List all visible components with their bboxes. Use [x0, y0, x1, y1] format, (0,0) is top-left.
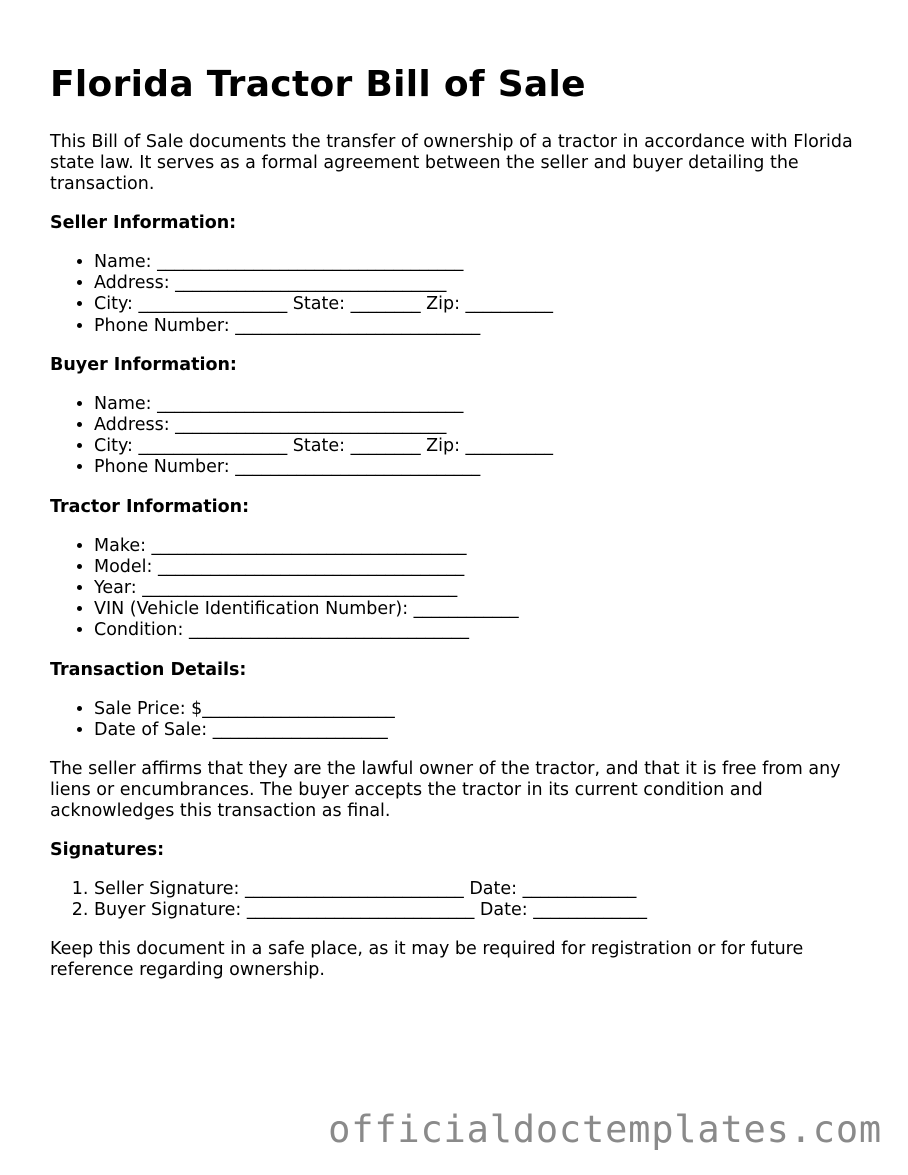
tractor-heading: Tractor Information:: [50, 496, 250, 517]
tractor-vin-line: • VIN (Vehicle Identification Number): ____________: [94, 599, 880, 620]
document-page: [50, 62, 880, 999]
tractor-year-line: • Year: ____________________________________: [94, 578, 880, 599]
tractor-list: [50, 536, 880, 642]
buyer-signature-line: 2. Buyer Signature: __________________________ Date: _____________: [94, 900, 880, 921]
date-of-sale-line: • Date of Sale: ____________________: [94, 720, 880, 741]
seller-signature-line: 1. Seller Signature: _________________________ Date: _____________: [94, 879, 880, 900]
buyer-heading: Buyer Information:: [50, 354, 237, 375]
intro-paragraph: This Bill of Sale documents the transfer of ownership of a tractor in accordance with Florida state law. It serves as a formal agreement between the seller and buyer detailing the transaction.: [50, 132, 853, 194]
signatures-heading: Signatures:: [50, 840, 165, 861]
watermark-text: officialdoctemplates.com: [328, 1108, 882, 1151]
buyer-phone-line: • Phone Number: ____________________________: [94, 457, 880, 478]
buyer-address-line: • Address: _______________________________: [94, 415, 880, 436]
affirmation-paragraph: The seller affirms that they are the lawful owner of the tractor, and that it is free from any liens or encumbrances. The buyer accepts the tractor in its current condition and acknowledges this transaction as final.: [50, 759, 841, 822]
tractor-make-line: • Make: ____________________________________: [94, 536, 880, 557]
tractor-model-line: • Model: ___________________________________: [94, 557, 880, 578]
sale-price-line: • Sale Price: $______________________: [94, 699, 880, 720]
closing-paragraph: Keep this document in a safe place, as it may be required for registration or for future reference regarding ownership.: [50, 939, 804, 981]
transaction-list: [50, 699, 880, 741]
seller-heading: Seller Information:: [50, 213, 237, 233]
seller-list: [50, 252, 880, 337]
buyer-name-line: • Name: ___________________________________: [94, 394, 880, 415]
seller-city-state-zip-line: • City: _________________ State: ________ Zip: __________: [94, 294, 880, 315]
seller-name-line: • Name: ___________________________________: [94, 252, 880, 273]
tractor-condition-line: • Condition: ________________________________: [94, 620, 880, 641]
signatures-list: [50, 879, 880, 921]
seller-address-line: • Address: _______________________________: [94, 273, 880, 294]
document-title: Florida Tractor Bill of Sale: [50, 64, 586, 105]
seller-phone-line: • Phone Number: ____________________________: [94, 316, 880, 337]
transaction-heading: Transaction Details:: [50, 659, 247, 680]
buyer-city-state-zip-line: • City: _________________ State: ________ Zip: __________: [94, 436, 880, 457]
buyer-list: [50, 394, 880, 479]
